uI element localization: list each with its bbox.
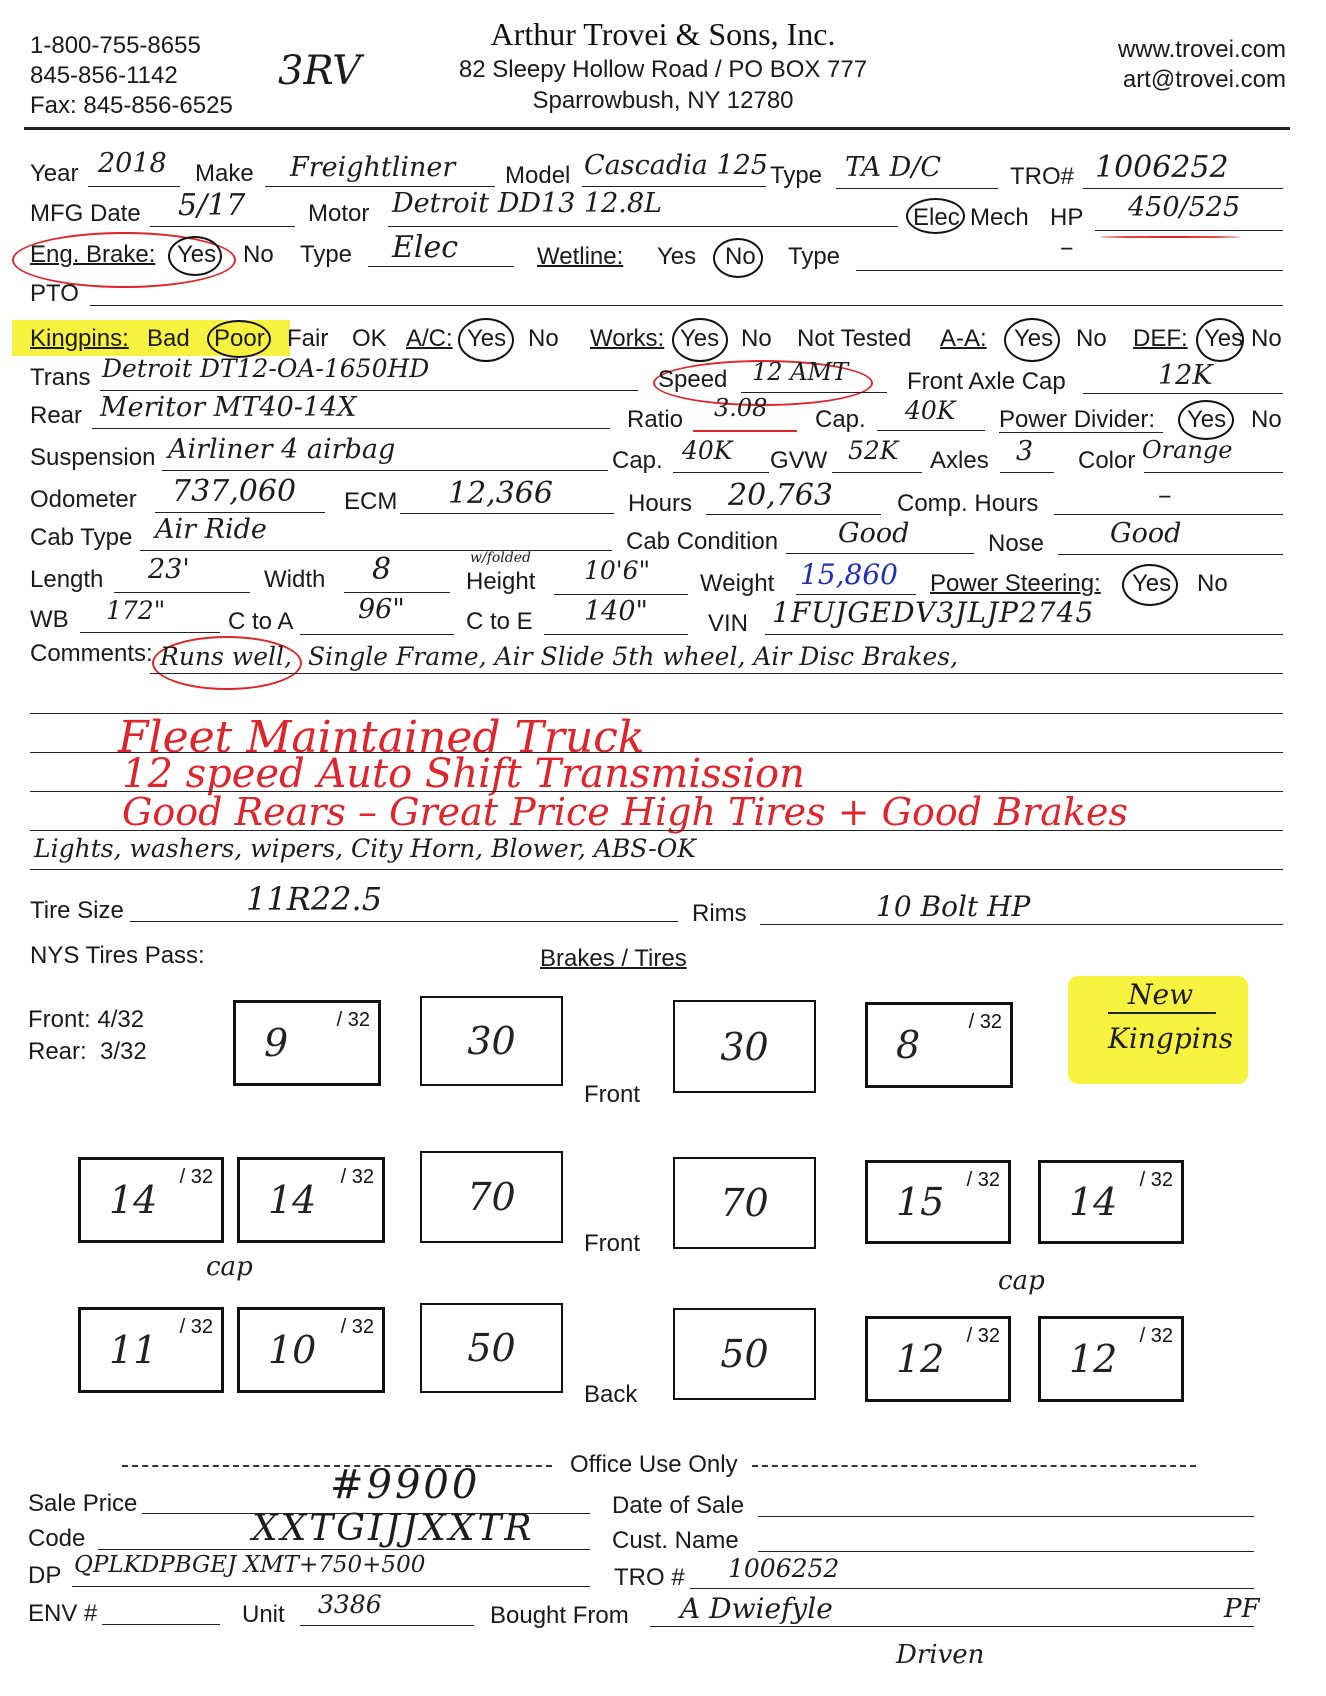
header-divider — [24, 127, 1290, 130]
comp-hours-line — [1054, 514, 1283, 515]
tire-drive2-left-outer[interactable] — [78, 1307, 224, 1393]
cap-note-right-1: cap — [998, 1266, 1045, 1296]
works-yes[interactable]: Yes — [680, 325, 720, 352]
color-value[interactable]: Orange — [1142, 436, 1233, 464]
c-to-e-line — [544, 634, 688, 635]
bought-from-suffix: PF — [1224, 1594, 1260, 1624]
susp-cap-value[interactable]: 40K — [682, 436, 733, 465]
weight-label: Weight — [700, 570, 775, 597]
aa-yes-circle — [1004, 318, 1060, 362]
tire-fraction: / 32 — [336, 1009, 370, 1031]
comment-line-3[interactable]: 12 speed Auto Shift Transmission — [122, 751, 805, 797]
ratio-line — [693, 430, 797, 432]
ecm-line — [400, 513, 614, 514]
office-use-only-label: Office Use Only — [570, 1451, 738, 1478]
hours-value[interactable]: 20,763 — [728, 478, 833, 513]
code-line — [98, 1549, 590, 1550]
sale-price-label: Sale Price — [28, 1490, 138, 1517]
cab-type-label: Cab Type — [30, 524, 133, 551]
tire-value: 8 — [896, 1023, 921, 1067]
company-name: Arthur Trovei & Sons, Inc. — [490, 16, 836, 52]
tire-fraction: / 32 — [340, 1166, 374, 1188]
type-line — [836, 188, 998, 189]
length-label: Length — [30, 566, 104, 593]
tire-drive2-right-inner[interactable] — [865, 1316, 1011, 1402]
height-label: Height — [466, 568, 536, 595]
weight-line — [796, 594, 916, 595]
tire-drive1-right-inner[interactable] — [865, 1160, 1011, 1244]
ac-no[interactable]: No — [528, 325, 559, 352]
brake-front-right[interactable] — [673, 1000, 816, 1093]
wetline-no-circle — [713, 238, 763, 278]
hp-label: HP — [1050, 204, 1084, 231]
tire-drive1-right-outer[interactable] — [1038, 1160, 1184, 1244]
c-to-e-value[interactable]: 140" — [584, 596, 648, 627]
nose-value[interactable]: Good — [1110, 518, 1182, 549]
tire-fraction: / 32 — [179, 1166, 213, 1188]
power-divider-yes[interactable]: Yes — [1187, 406, 1227, 433]
eng-brake-label: Eng. Brake: — [30, 241, 156, 268]
hp-red-underline — [1100, 236, 1240, 238]
hp-value[interactable]: 450/525 — [1128, 192, 1241, 223]
comment-line-2[interactable]: Fleet Maintained Truck — [118, 712, 645, 763]
suspension-line — [162, 470, 608, 471]
comp-hours-value[interactable]: – — [1158, 480, 1172, 511]
motor-value[interactable]: Detroit DD13 12.8L — [392, 188, 662, 219]
tire-steer-left[interactable] — [233, 1000, 381, 1086]
kingpins-poor[interactable]: Poor — [214, 325, 265, 352]
works-label: Works: — [590, 325, 665, 352]
brake-drive2-right[interactable] — [673, 1308, 816, 1400]
cust-name-label: Cust. Name — [612, 1527, 739, 1554]
rear-cap-value[interactable]: 40K — [905, 396, 956, 425]
tro2-label: TRO # — [614, 1564, 685, 1591]
front-axle-cap-line — [1083, 393, 1283, 394]
tire-drive2-right-outer[interactable] — [1038, 1316, 1184, 1402]
nose-line — [1058, 554, 1283, 555]
brake-value: 70 — [720, 1181, 769, 1225]
hours-label: Hours — [628, 490, 693, 517]
kingpins-ok[interactable]: OK — [352, 325, 387, 352]
rims-line — [760, 924, 1283, 925]
width-value[interactable]: 8 — [372, 552, 392, 587]
unit-line — [300, 1625, 474, 1626]
trans-line — [100, 390, 638, 391]
speed-line — [741, 392, 887, 393]
axles-label: Axles — [930, 447, 989, 474]
tire-drive2-left-inner[interactable] — [237, 1307, 385, 1393]
power-divider-underline — [999, 432, 1163, 433]
hours-line — [706, 514, 881, 515]
handwritten-code: 3RV — [278, 48, 362, 94]
rear-label: Rear — [30, 402, 83, 429]
rear-requirement: Rear: 3/32 — [28, 1038, 147, 1065]
mech-label: Mech — [970, 204, 1029, 231]
def-yes-circle — [1196, 318, 1244, 362]
kingpins-fair[interactable]: Fair — [287, 325, 329, 352]
wetline-type-label: Type — [788, 243, 841, 270]
mfg-date-line — [150, 226, 295, 227]
front-axle-cap-value[interactable]: 12K — [1158, 360, 1213, 391]
bought-from-line — [650, 1626, 1254, 1627]
brake-value: 50 — [467, 1326, 516, 1370]
front-axle-2-label: Front — [584, 1230, 641, 1257]
new-kingpins-note-2: Kingpins — [1108, 1022, 1234, 1055]
power-steering-yes-circle — [1122, 564, 1178, 606]
kingpins-poor-circle — [207, 320, 271, 358]
aa-label: A-A: — [940, 325, 987, 352]
cab-type-value[interactable]: Air Ride — [155, 514, 267, 545]
comment-runs-well: Runs well, — [160, 642, 292, 671]
rims-label: Rims — [692, 900, 747, 927]
tire-value: 12 — [1069, 1337, 1118, 1381]
cab-condition-label: Cab Condition — [626, 528, 779, 555]
tire-fraction: / 32 — [966, 1169, 1000, 1191]
type-label: Type — [770, 162, 823, 189]
env-line — [102, 1624, 220, 1625]
comment-rule-6 — [30, 869, 1283, 870]
gvw-line — [832, 472, 922, 473]
brake-drive1-left[interactable] — [420, 1151, 563, 1243]
make-label: Make — [195, 160, 254, 187]
tire-size-line — [130, 921, 678, 922]
tire-value: 12 — [896, 1337, 945, 1381]
front-axle-1-label: Front — [584, 1081, 641, 1108]
weight-value[interactable]: 15,860 — [800, 558, 898, 591]
trans-label: Trans — [30, 364, 91, 391]
tire-fraction: / 32 — [340, 1316, 374, 1338]
sale-price-value[interactable]: #9900 — [330, 1462, 481, 1508]
ac-yes[interactable]: Yes — [467, 325, 507, 352]
tire-fraction: / 32 — [1139, 1325, 1173, 1347]
odometer-value[interactable]: 737,060 — [172, 474, 297, 509]
vin-value[interactable]: 1FUJGEDV3JLJP2745 — [772, 596, 1095, 629]
ecm-value[interactable]: 12,366 — [448, 476, 553, 511]
brake-front-left[interactable] — [420, 996, 563, 1086]
new-kingpins-note-1: New — [1128, 978, 1194, 1011]
def-label: DEF: — [1133, 325, 1188, 352]
wb-line — [80, 632, 220, 633]
tire-value: 9 — [264, 1021, 289, 1065]
year-line — [88, 186, 180, 187]
code-label: Code — [28, 1525, 86, 1552]
dp-label: DP — [28, 1562, 62, 1589]
c-to-a-line — [300, 634, 454, 635]
comment-rule-5 — [30, 830, 1283, 831]
tire-size-label: Tire Size — [30, 897, 124, 924]
dp-line — [72, 1586, 590, 1587]
nose-label: Nose — [988, 530, 1045, 557]
wb-label: WB — [30, 606, 69, 633]
motor-label: Motor — [308, 200, 370, 227]
dp-value[interactable]: QPLKDPBGEJ XMT+750+500 — [74, 1552, 426, 1578]
susp-cap-label: Cap. — [612, 447, 663, 474]
front-axle-cap-label: Front Axle Cap — [907, 368, 1066, 395]
height-value[interactable]: 10'6" — [584, 556, 651, 585]
power-steering-label: Power Steering: — [930, 570, 1101, 597]
comment-rule-1 — [150, 673, 1283, 674]
odometer-label: Odometer — [30, 486, 137, 513]
tire-fraction: / 32 — [968, 1011, 1002, 1033]
eng-brake-yes-circle — [168, 236, 222, 276]
eng-brake-yes[interactable]: Yes — [177, 241, 217, 268]
tro2-value[interactable]: 1006252 — [728, 1554, 840, 1583]
cust-name-line — [758, 1551, 1254, 1552]
height-line — [554, 594, 688, 595]
tire-value: 14 — [1069, 1180, 1118, 1224]
brake-drive2-left[interactable] — [420, 1303, 563, 1393]
color-line — [1144, 472, 1283, 473]
front-requirement: Front: 4/32 — [28, 1006, 145, 1033]
wb-value[interactable]: 172" — [106, 596, 166, 625]
tire-drive1-left-outer[interactable] — [78, 1157, 224, 1243]
comment-line-4[interactable]: Good Rears – Great Price High Tires + Good Brakes — [122, 790, 1128, 834]
c-to-e-label: C to E — [466, 608, 533, 635]
def-no[interactable]: No — [1251, 325, 1282, 352]
ecm-label: ECM — [344, 488, 398, 515]
mfg-date-label: MFG Date — [30, 200, 141, 227]
eng-brake-no[interactable]: No — [243, 241, 274, 268]
cab-condition-line — [786, 553, 974, 554]
power-steering-yes[interactable]: Yes — [1132, 570, 1172, 597]
wetline-label: Wetline: — [537, 243, 624, 270]
brakes-tires-heading: Brakes / Tires — [540, 945, 687, 972]
mfg-date-value[interactable]: 5/17 — [178, 188, 246, 223]
brake-value: 30 — [720, 1024, 769, 1069]
company-website[interactable]: www.trovei.com — [1117, 36, 1286, 63]
power-divider-yes-circle — [1178, 400, 1234, 440]
eng-brake-type-line — [368, 266, 514, 267]
tire-value: 10 — [268, 1328, 317, 1372]
wetline-type-value[interactable]: – — [1060, 232, 1074, 263]
tire-steer-right[interactable] — [865, 1002, 1013, 1088]
cab-type-line — [140, 550, 612, 551]
tire-value: 14 — [109, 1178, 158, 1222]
rims-value[interactable]: 10 Bolt HP — [876, 890, 1031, 923]
make-line — [265, 186, 495, 187]
ac-label: A/C: — [406, 325, 453, 352]
fax-number: Fax: 845-856-6525 — [30, 92, 233, 119]
tire-value: 14 — [268, 1178, 317, 1222]
hp-line — [1095, 230, 1283, 231]
ac-yes-circle — [458, 318, 514, 362]
make-value[interactable]: Freightliner — [290, 152, 456, 183]
eng-brake-type-value[interactable]: Elec — [392, 230, 459, 265]
tro-label: TRO# — [1010, 163, 1075, 190]
brake-drive1-right[interactable] — [673, 1157, 816, 1249]
color-label: Color — [1078, 447, 1136, 474]
tire-fraction: / 32 — [1139, 1169, 1173, 1191]
def-yes[interactable]: Yes — [1204, 325, 1244, 352]
tire-value: 11 — [109, 1328, 158, 1372]
works-yes-circle — [672, 318, 728, 362]
tro-line — [1083, 188, 1283, 189]
axles-line — [1000, 472, 1054, 473]
comp-hours-label: Comp. Hours — [897, 490, 1039, 517]
env-label: ENV # — [28, 1600, 98, 1627]
model-line — [582, 186, 766, 187]
tire-value: 15 — [896, 1180, 945, 1224]
eng-brake-type-label: Type — [300, 241, 353, 268]
office-dash-right — [752, 1465, 1196, 1467]
works-no[interactable]: No — [741, 325, 772, 352]
brake-value: 30 — [467, 1019, 516, 1063]
wetline-type-line — [856, 270, 1283, 271]
rear-line — [92, 428, 610, 429]
comment-line-1[interactable]: Single Frame, Air Slide 5th wheel, Air Disc Brakes, — [308, 642, 959, 671]
cap-note-left-1: cap — [206, 1252, 253, 1282]
aa-yes[interactable]: Yes — [1014, 325, 1054, 352]
rear-cap-label: Cap. — [815, 406, 866, 433]
driven-note: Driven — [896, 1640, 985, 1670]
vin-label: VIN — [708, 610, 749, 637]
year-label: Year — [30, 160, 79, 187]
brake-value: 50 — [720, 1332, 769, 1376]
susp-cap-line — [673, 472, 769, 473]
speed-value[interactable]: 12 AMT — [752, 358, 849, 386]
suspension-value[interactable]: Airliner 4 airbag — [168, 434, 396, 465]
bought-from-value[interactable]: A Dwiefyle — [680, 1592, 833, 1625]
elec-circle — [906, 198, 965, 234]
gvw-label: GVW — [770, 447, 828, 474]
tire-drive1-left-inner[interactable] — [237, 1157, 385, 1243]
c-to-a-label: C to A — [228, 608, 294, 635]
phone-1: 1-800-755-8655 — [30, 32, 201, 59]
wetline-no[interactable]: No — [725, 243, 756, 270]
ratio-value[interactable]: 3.08 — [714, 394, 768, 422]
power-divider-no[interactable]: No — [1251, 406, 1282, 433]
phone-2: 845-856-1142 — [30, 62, 178, 89]
tire-fraction: / 32 — [966, 1325, 1000, 1347]
tro-value[interactable]: 1006252 — [1095, 150, 1229, 185]
ratio-label: Ratio — [627, 406, 684, 433]
tire-fraction: / 32 — [179, 1316, 213, 1338]
speed-label: Speed — [658, 366, 728, 393]
axles-value[interactable]: 3 — [1016, 436, 1034, 467]
comment-line-5[interactable]: Lights, washers, wipers, City Horn, Blower, ABS-OK — [34, 834, 696, 863]
date-of-sale-label: Date of Sale — [612, 1492, 745, 1519]
suspension-label: Suspension — [30, 444, 156, 471]
bought-from-label: Bought From — [490, 1602, 629, 1629]
trans-value[interactable]: Detroit DT12-OA-1650HD — [102, 354, 430, 383]
back-axle-label: Back — [584, 1381, 638, 1408]
odometer-line — [155, 512, 325, 513]
rear-value[interactable]: Meritor MT40-14X — [100, 392, 357, 423]
unit-value[interactable]: 3386 — [318, 1590, 382, 1619]
company-address-1: 82 Sleepy Hollow Road / PO BOX 777 — [458, 56, 868, 83]
new-kingpins-underline — [1108, 1012, 1216, 1014]
c-to-a-value[interactable]: 96" — [358, 594, 405, 625]
tro2-line — [690, 1588, 1254, 1589]
type-value[interactable]: TA D/C — [845, 152, 942, 183]
kingpins-label: Kingpins: — [30, 325, 129, 352]
kingpins-bad[interactable]: Bad — [147, 325, 190, 352]
power-divider-label: Power Divider: — [999, 406, 1156, 433]
company-email[interactable]: art@trovei.com — [1122, 66, 1286, 93]
width-label: Width — [264, 566, 326, 593]
nys-tires-pass-label: NYS Tires Pass: — [30, 942, 205, 969]
width-line — [344, 592, 450, 593]
pto-line — [90, 305, 1283, 306]
gvw-value[interactable]: 52K — [848, 436, 899, 465]
brake-value: 70 — [467, 1175, 516, 1219]
tire-size-value[interactable]: 11R22.5 — [246, 880, 383, 918]
comments-label: Comments: — [30, 640, 153, 667]
code-value[interactable]: XXTGIJJXXTR — [252, 1508, 535, 1549]
model-value[interactable]: Cascadia 125 — [584, 150, 768, 181]
wetline-yes[interactable]: Yes — [657, 243, 697, 270]
elec-label: Elec — [913, 204, 960, 231]
power-steering-no[interactable]: No — [1197, 570, 1228, 597]
pto-label: PTO — [30, 280, 79, 307]
year-value[interactable]: 2018 — [98, 148, 167, 179]
aa-no[interactable]: No — [1076, 325, 1107, 352]
date-of-sale-line — [758, 1516, 1254, 1517]
works-not-tested[interactable]: Not Tested — [797, 325, 912, 352]
length-value[interactable]: 23' — [148, 554, 190, 585]
vin-line — [765, 634, 1283, 635]
rear-cap-line — [877, 430, 985, 431]
length-line — [114, 592, 250, 593]
model-label: Model — [505, 162, 571, 189]
cab-condition-value[interactable]: Good — [838, 518, 910, 549]
motor-line — [388, 226, 898, 227]
unit-label: Unit — [242, 1601, 285, 1628]
company-address-2: Sparrowbush, NY 12780 — [532, 87, 794, 114]
height-note: w/folded — [470, 550, 531, 566]
